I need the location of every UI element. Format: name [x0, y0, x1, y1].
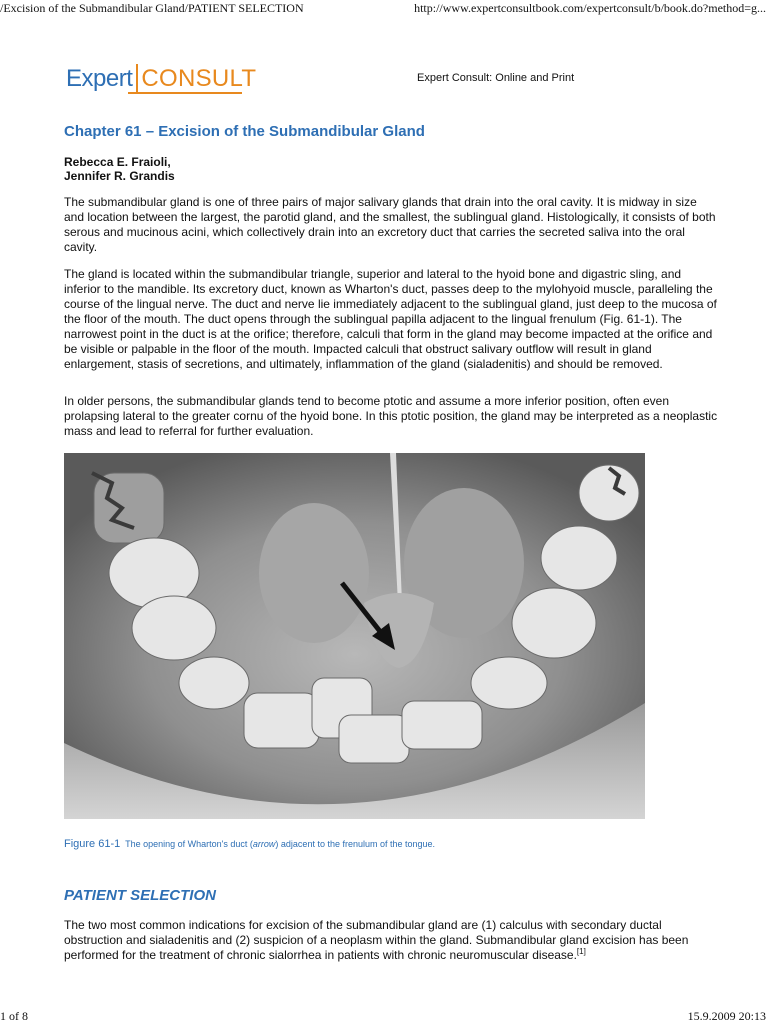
logo-expert-text: Expert: [66, 65, 133, 92]
paragraph-location: The gland is located within the submandibular triangle, superior and lateral to the hyoid bone and digastric sling, and inferior to the mandible. Its excretory duct, known as Wharton's duct, passes deep to the mylohyoid muscle, paralleling the course of the lingual nerve. The duct and nerve lie immediately adjacent to the sublingual gland, just deep to the mucosa of the floor of the mouth. The duct opens through the sublingual papilla adjacent to the lingual frenulum (Fig. 61-1). The narrowest point in the duct is at the orifice; therefore, calculi that form in the gland may become impacted at the orifice and be visible or palpable in the floor of the mouth. Impacted calculi that obstruct salivary outflow will result in gland enlargement, stasis of secretions, and ultimately, inflammation of the gland (sialadenitis) and should be removed.: [64, 267, 717, 371]
figure-label: Figure 61-1: [64, 838, 121, 850]
mouth-photo-illustration: [64, 453, 645, 819]
author-2: Jennifer R. Grandis: [64, 169, 175, 183]
authors: [64, 155, 175, 183]
caption-text-end: ) adjacent to the frenulum of the tongue.: [275, 839, 436, 849]
paragraph-intro: The submandibular gland is one of three pairs of major salivary glands that drain into the oral cavity. It is midway in size and location between the largest, the parotid gland, and the smallest, the sublingual gland. Histologically, it consists of both serous and mucinous acini, which collectively drain into an excretory duct that carries the secreted saliva into the oral cavity.: [64, 195, 716, 254]
chapter-title: Chapter 61 – Excision of the Submandibular Gland: [64, 123, 425, 140]
logo-divider: [136, 64, 138, 94]
logo-underline: [128, 92, 242, 94]
patient-selection-text: The two most common indications for excision of the submandibular gland are (1) calculus with secondary ductal obstruction and sialadenitis and (2) suspicion of a neoplasm within the gland. Submandibular gland excision has been performed for the treatment of chronic sialorrhea in patients with chronic neuromuscular disease.: [64, 918, 689, 962]
author-1: Rebecca E. Fraioli,: [64, 155, 171, 169]
paragraph-patient-selection: [64, 918, 719, 963]
expert-consult-logo: [66, 64, 256, 94]
print-header-title: /Excision of the Submandibular Gland/PATIENT SELECTION: [0, 1, 304, 15]
print-timestamp: 15.9.2009 20:13: [687, 1009, 766, 1023]
figure-image: [64, 453, 645, 819]
caption-text-start: The opening of Wharton's duct (: [125, 839, 253, 849]
tagline: Expert Consult: Online and Print: [417, 72, 575, 84]
print-header-url: http://www.expertconsultbook.com/expertconsult/b/book.do?method=g...: [414, 1, 766, 15]
caption-italic: arrow: [252, 839, 276, 849]
reference-link[interactable]: [1]: [576, 947, 586, 956]
page-counter: 1 of 8: [0, 1009, 28, 1023]
logo-consult-text: CONSULT: [141, 65, 257, 92]
section-title: PATIENT SELECTION: [64, 887, 216, 904]
figure-caption: [64, 838, 435, 850]
paragraph-ptosis: In older persons, the submandibular glands tend to become ptotic and assume a more inferior position, often even prolapsing lateral to the greater cornu of the hyoid bone. In this ptotic position, the gland may be interpreted as a neoplastic mass and lead to referral for further evaluation.: [64, 394, 718, 438]
